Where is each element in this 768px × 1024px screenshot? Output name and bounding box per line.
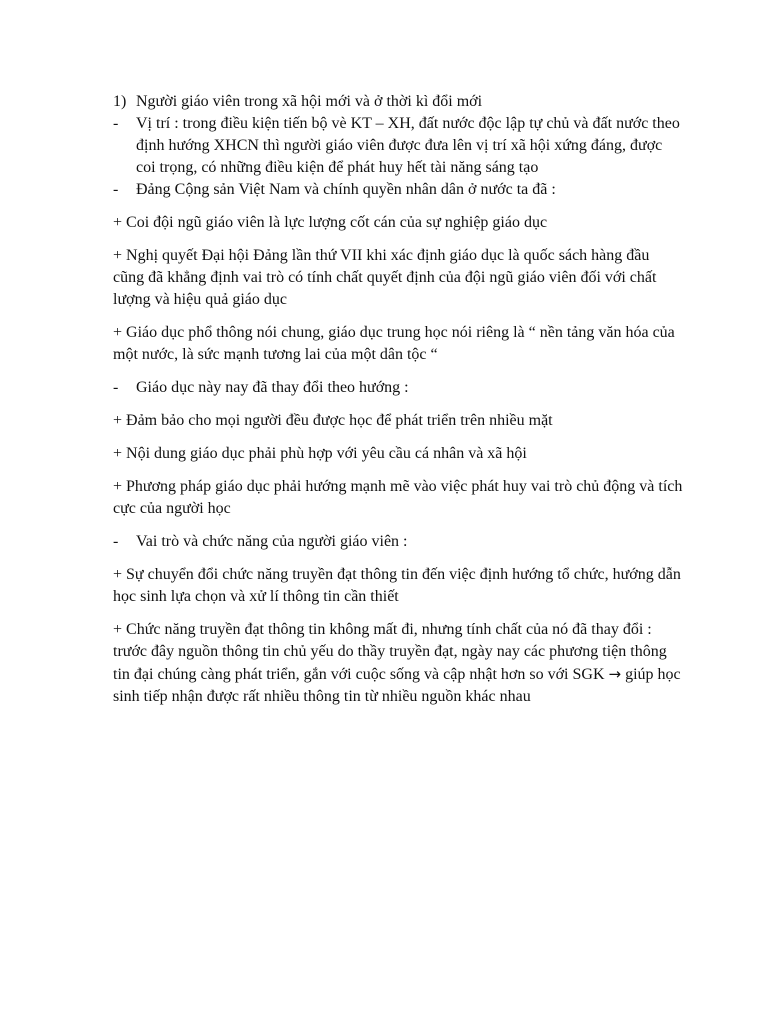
heading-text: Người giáo viên trong xã hội mới và ở thời kì đổi mới bbox=[136, 93, 483, 110]
heading-number: 1) bbox=[113, 93, 127, 110]
dash-item-position bbox=[113, 113, 683, 179]
document-body bbox=[113, 91, 683, 708]
dash-text-position: Vị trí : trong điều kiện tiến bộ vè KT – XH, đất nước độc lập tự chủ và đất nước theo định hướng XHCN thì người giáo viên được đưa lên vị trí xã hội xứng đáng, được coi trọng, có những điều kiện để phát huy hết tài năng sáng tạo bbox=[136, 115, 680, 176]
dash-item-education-change bbox=[113, 377, 683, 399]
plus-paragraph-4: + Đảm bảo cho mọi người đều được học để phát triển trên nhiều mặt bbox=[113, 412, 553, 429]
numbered-heading bbox=[113, 91, 683, 113]
plus-paragraph-1: + Coi đội ngũ giáo viên là lực lượng cốt cán của sự nghiệp giáo dục bbox=[113, 214, 548, 231]
dash-marker: - bbox=[113, 181, 119, 198]
plus-paragraph-6: + Phương pháp giáo dục phải hướng mạnh mẽ vào việc phát huy vai trò chủ động và tích cực của người học bbox=[113, 478, 683, 517]
dash-marker: - bbox=[113, 115, 119, 132]
plus-paragraph-2: + Nghị quyết Đại hội Đảng lần thứ VII khi xác định giáo dục là quốc sách hàng đầu cũng đã khẳng định vai trò có tính chất quyết định của đội ngũ giáo viên đối với chất lượng và hiệu quả giáo dục bbox=[113, 247, 657, 308]
dash-marker: - bbox=[113, 533, 119, 550]
plus-paragraph-7: + Sự chuyển đổi chức năng truyền đạt thông tin đến việc định hướng tổ chức, hướng dẫn học sinh lựa chọn và xử lí thông tin cần thiết bbox=[113, 566, 681, 605]
plus-paragraph-5: + Nội dung giáo dục phải phù hợp với yêu cầu cá nhân và xã hội bbox=[113, 445, 527, 462]
dash-marker: - bbox=[113, 379, 119, 396]
paragraph-8-before-arrow: + Chức năng truyền đạt thông tin không mất đi, nhưng tính chất của nó đã thay đổi : trước đây nguồn thông tin chủ yếu do thầy truyền đạt, ngày nay các phương tiện thông tin đại chúng càng phát triển, gắn với cuộc sống và cập nhật hơn so với SGK bbox=[113, 621, 667, 683]
dash-item-party bbox=[113, 179, 683, 201]
dash-item-teacher-role bbox=[113, 531, 683, 553]
dash-text-party: Đảng Cộng sản Việt Nam và chính quyền nhân dân ở nước ta đã : bbox=[136, 181, 556, 198]
dash-text-education-change: Giáo dục này nay đã thay đổi theo hướng : bbox=[136, 379, 409, 396]
plus-paragraph-3: + Giáo dục phổ thông nói chung, giáo dục trung học nói riêng là “ nền tảng văn hóa của một nước, là sức mạnh tương lai của một dân tộc “ bbox=[113, 324, 675, 363]
right-arrow-icon: → bbox=[608, 665, 622, 683]
plus-paragraph-8 bbox=[113, 619, 683, 708]
paragraph-8-after-arrow: giúp học sinh tiếp nhận được rất nhiều thông tin từ nhiều nguồn khác nhau bbox=[113, 666, 681, 705]
dash-text-teacher-role: Vai trò và chức năng của người giáo viên : bbox=[136, 533, 408, 550]
